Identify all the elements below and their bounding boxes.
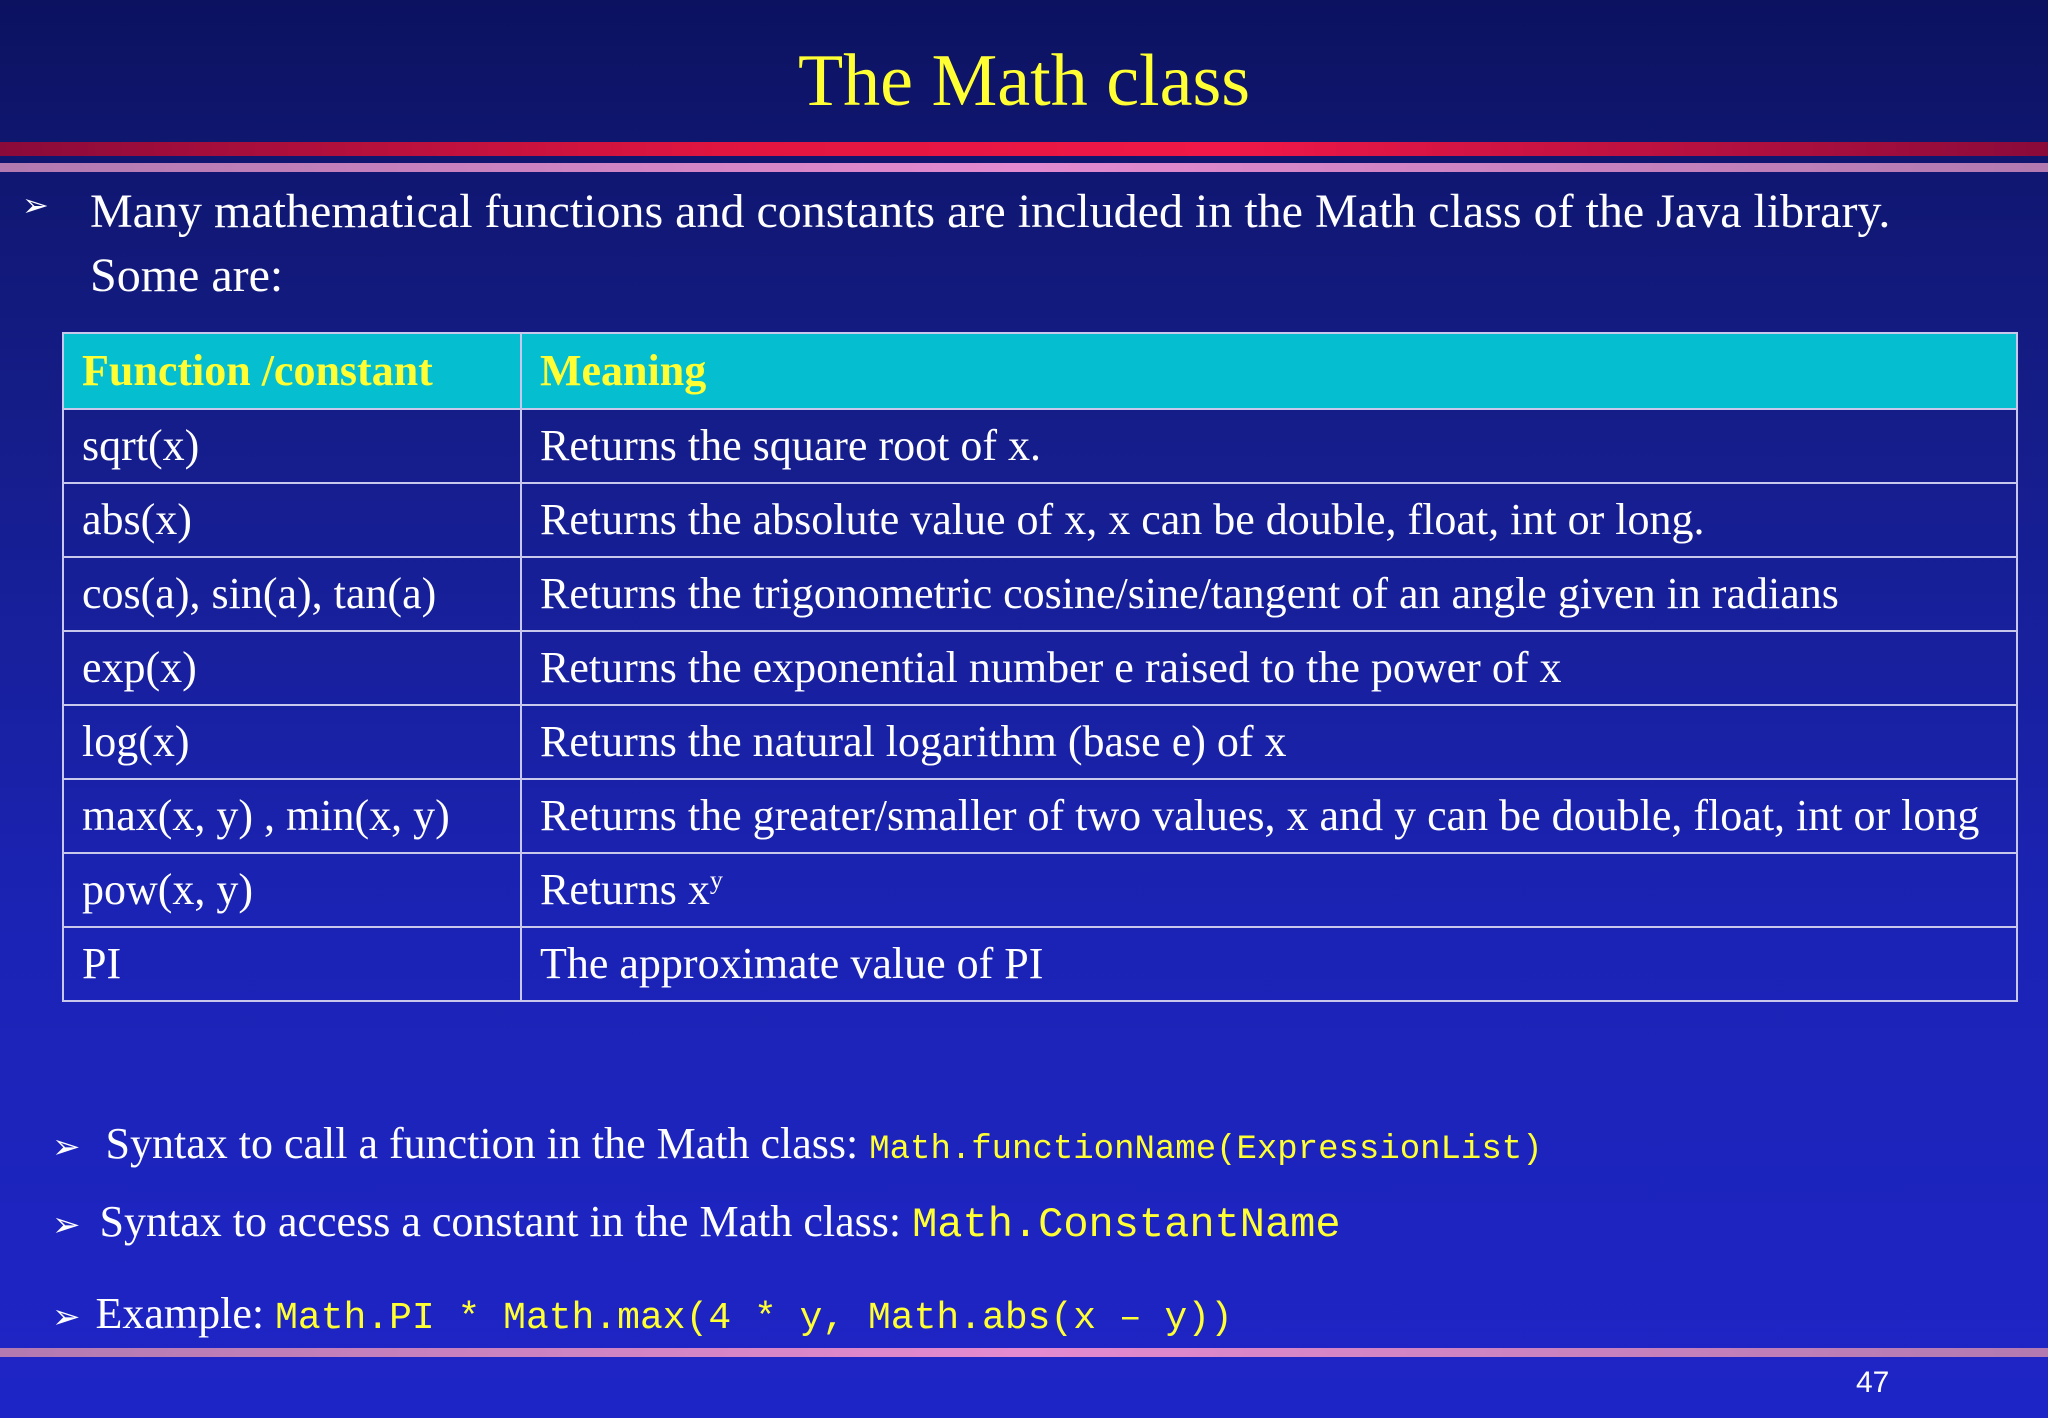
superscript-y: y — [709, 865, 723, 895]
table-header-row — [63, 333, 2017, 409]
meaning-text: Returns x — [540, 865, 710, 914]
function-cell: exp(x) — [63, 631, 521, 705]
table-row — [63, 927, 2017, 1001]
meaning-cell: Returns the natural logarithm (base e) of x — [521, 705, 2017, 779]
syntax-function-code: Math.functionName(ExpressionList) — [869, 1131, 1543, 1169]
math-functions-table — [62, 332, 2018, 1002]
table-row — [63, 705, 2017, 779]
table-row — [63, 409, 2017, 483]
syntax-function-line — [52, 1118, 1543, 1169]
example-label: Example: — [95, 1289, 276, 1338]
function-cell: sqrt(x) — [63, 409, 521, 483]
meaning-cell: Returns the absolute value of x, x can be double, float, int or long. — [521, 483, 2017, 557]
table-row — [63, 557, 2017, 631]
page-number: 47 — [1856, 1366, 1890, 1399]
title-divider-red — [0, 142, 2048, 156]
footer-divider — [0, 1348, 2048, 1357]
slide-title: The Math class — [797, 40, 1251, 122]
function-cell: max(x, y) , min(x, y) — [63, 779, 521, 853]
meaning-cell: Returns the greater/smaller of two values, x and y can be double, float, int or long — [521, 779, 2017, 853]
syntax-constant-label: Syntax to access a constant in the Math class: — [99, 1197, 913, 1246]
syntax-constant-code: Math.ConstantName — [912, 1201, 1341, 1249]
function-cell: abs(x) — [63, 483, 521, 557]
bullet-arrow-icon: ➢ — [52, 1297, 81, 1337]
title-divider-pink — [0, 163, 2048, 172]
meaning-cell: Returns the square root of x. — [521, 409, 2017, 483]
meaning-cell: The approximate value of PI — [521, 927, 2017, 1001]
table-row — [63, 483, 2017, 557]
syntax-constant-line — [52, 1196, 1341, 1249]
function-cell: log(x) — [63, 705, 521, 779]
meaning-cell: Returns the trigonometric cosine/sine/tangent of an angle given in radians — [521, 557, 2017, 631]
meaning-cell — [521, 853, 2017, 927]
bullet-arrow-icon: ➢ — [52, 1127, 81, 1167]
table-row — [63, 853, 2017, 927]
intro-text: Many mathematical functions and constants are included in the Math class of the Java library. Some are: — [90, 185, 1891, 302]
bullet-arrow-icon: ➢ — [22, 186, 49, 224]
function-cell: PI — [63, 927, 521, 1001]
example-code: Math.PI * Math.max(4 * y, Math.abs(x – y)) — [275, 1297, 1233, 1340]
header-function: Function /constant — [63, 333, 521, 409]
function-cell: cos(a), sin(a), tan(a) — [63, 557, 521, 631]
function-cell: pow(x, y) — [63, 853, 521, 927]
meaning-cell: Returns the exponential number e raised to the power of x — [521, 631, 2017, 705]
syntax-function-label: Syntax to call a function in the Math class: — [105, 1119, 870, 1168]
table-row — [63, 779, 2017, 853]
bullet-arrow-icon: ➢ — [52, 1205, 81, 1245]
header-meaning: Meaning — [521, 333, 2017, 409]
table-row — [63, 631, 2017, 705]
example-line — [52, 1288, 1233, 1340]
